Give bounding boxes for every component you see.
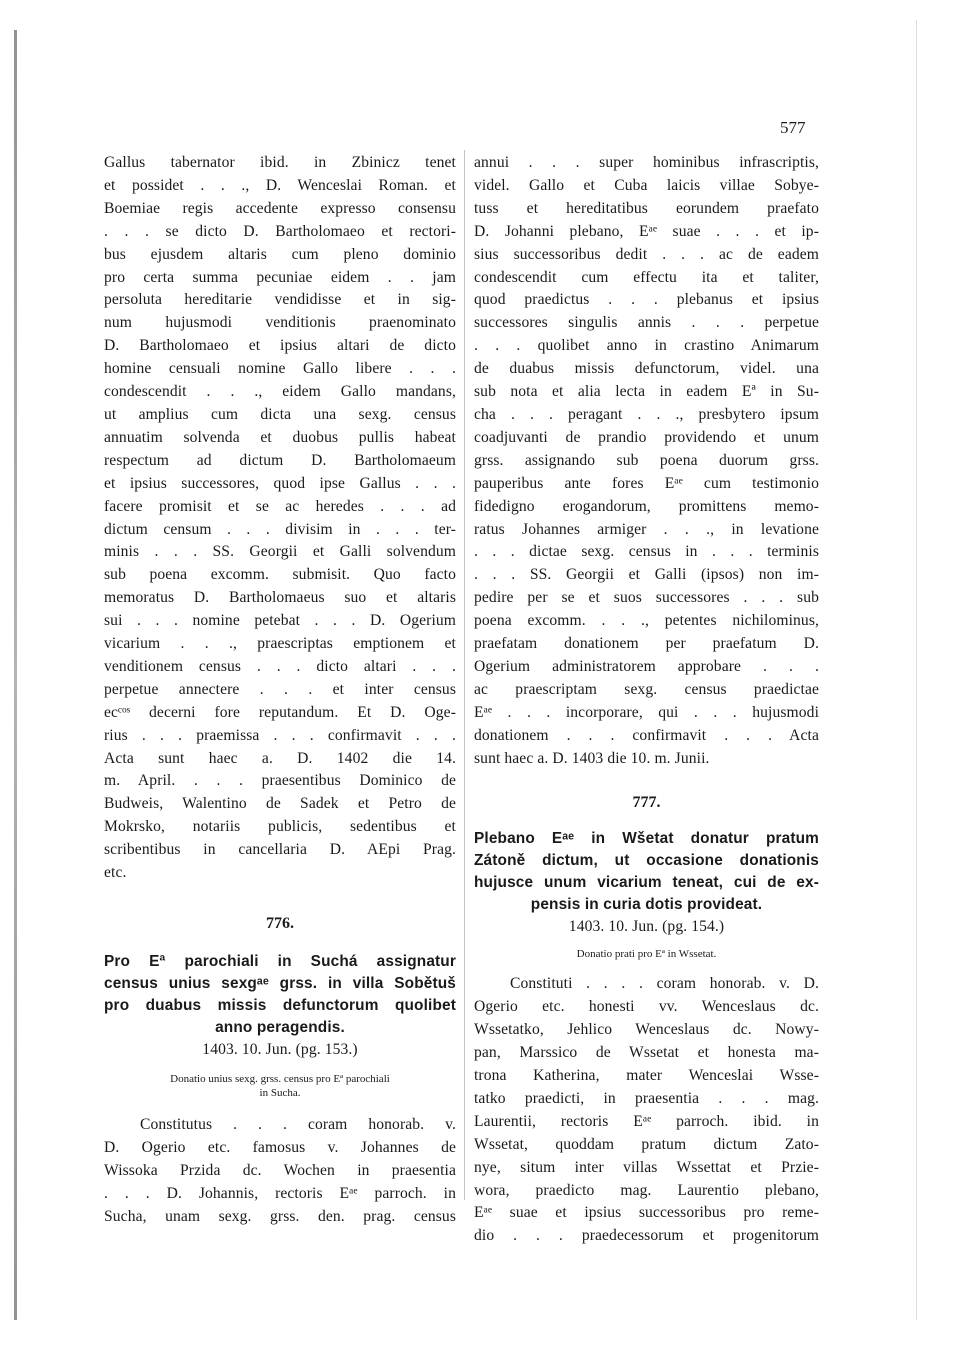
- text-line: . . . quolibet anno in crastino Animarum: [474, 337, 819, 355]
- text-line: ac praescriptam sexg. census praedictae: [474, 680, 819, 698]
- binding-edge: [14, 30, 17, 1320]
- doc-777-body: [474, 973, 819, 1248]
- text-line: sius successoribus dedit . . . ac de eadem: [474, 245, 819, 263]
- right-column: [474, 152, 819, 1248]
- text-line: grss. assignando sub poena duorum grss.: [474, 451, 819, 469]
- text-line: pan, Marssico de Wssetat et honesta ma-: [474, 1044, 819, 1062]
- text-line: . . . dictae sexg. census in . . . terminis: [474, 543, 819, 561]
- text-line: praefatam donationem per praefatum D.: [474, 635, 819, 653]
- text-line: ratus Johannes armiger . . ., in levatione: [474, 520, 819, 538]
- text-line: Laurentii, rectoris Eᵃᵉ parroch. ibid. in: [474, 1112, 819, 1130]
- regest-line: in Sucha.: [259, 1086, 301, 1099]
- text-line: Eᵃᵉ . . . incorporare, qui . . . hujusmodi: [474, 703, 819, 721]
- text-line: Boemiae regis accedente expresso consensu: [104, 199, 456, 217]
- text-line: Wissoka Przida dc. Wochen in praesentia: [104, 1161, 456, 1179]
- text-line: dio . . . praedecessorum et progenitorum: [474, 1227, 819, 1245]
- text-line: sub nota et alia lecta in eadem Eª in Su-: [474, 383, 819, 401]
- text-line: Constituti . . . . coram honorab. v. D.: [510, 975, 819, 993]
- date-line: 1403. 10. Jun. (pg. 154.): [568, 918, 725, 936]
- text-line: annuatim solvenda et duobus pullis habeat: [104, 428, 456, 446]
- heading-line: census unius sexgᵃᵉ grss. in villa Sobětuš: [104, 975, 456, 992]
- text-line: Acta sunt haec a. D. 1402 die 14.: [104, 749, 456, 767]
- text-line: videl. Gallo et Cuba laicis villae Sobye-: [474, 176, 819, 194]
- text-line: wora, praedicto mag. Laurentio plebano,: [474, 1181, 819, 1199]
- heading-line: Zátoně dictum, ut occasione donationis: [474, 852, 819, 870]
- text-line: coadjuvanti de prandio providendo et unum: [474, 428, 819, 446]
- text-line: annui . . . super hominibus infrascriptis,: [474, 154, 819, 171]
- text-line: . . . SS. Georgii et Galli (ipsos) non im-: [474, 566, 819, 584]
- date-line: 1403. 10. Jun. (pg. 153.): [202, 1041, 358, 1058]
- page-number: 577: [780, 118, 806, 137]
- text-line: Sucha, unam sexg. grss. den. prag. census: [104, 1207, 456, 1225]
- heading-line: Pro Eª parochiali in Suchá assignatur: [104, 953, 456, 970]
- text-line: tatko praedicti, in praesentia . . . mag.: [474, 1089, 819, 1107]
- doc-775-continuation: [104, 152, 456, 885]
- doc-776-body: [104, 1114, 456, 1229]
- text-line: . . . D. Johannis, rectoris Eᵃᵉ parroch. in: [104, 1184, 456, 1202]
- text-line: rius . . . praemissa . . . confirmavit . . .: [104, 726, 456, 744]
- text-line: Ogerio etc. honesti vv. Wenceslaus dc.: [474, 998, 819, 1016]
- doc-776-continuation: [474, 152, 819, 770]
- text-line: memoratus D. Bartholomaeus suo et altaris: [104, 589, 456, 607]
- doc-number-777: 777.: [632, 794, 661, 812]
- heading-line: pro duabus missis defunctorum quolibet: [104, 997, 456, 1014]
- text-line: m. April. . . . praesentibus Dominico de: [104, 772, 456, 790]
- text-line: nye, situm inter villas Wssettat et Przie-: [474, 1158, 819, 1176]
- text-line: etc.: [104, 864, 127, 882]
- text-line: D. Johanni plebano, Eᵃᵉ suae . . . et ip-: [474, 222, 819, 240]
- text-line: D. Bartholomaeo et ipsius altari de dicto: [104, 337, 456, 355]
- text-line: et possidet . . ., D. Wenceslai Roman. et: [104, 176, 456, 194]
- text-line: ut amplius cum dicta una sexg. census: [104, 405, 456, 423]
- text-line: Mokrsko, notariis publicis, sedentibus et: [104, 818, 456, 836]
- text-line: donationem . . . confirmavit . . . Acta: [474, 726, 819, 744]
- text-line: cha . . . peragant . . ., presbytero ipsum: [474, 405, 819, 423]
- heading-line: pensis in curia dotis provideat.: [530, 896, 763, 914]
- text-line: perpetue annectere . . . et inter census: [104, 680, 456, 698]
- doc-number-776: 776.: [266, 915, 294, 932]
- text-line: facere promisit et se ac heredes . . . ad: [104, 497, 456, 515]
- text-line: tuss et hereditatibus eorundem praefato: [474, 199, 819, 217]
- text-line: Wssetat, quoddam pratum dictum Zato-: [474, 1135, 819, 1153]
- text-line: quod praedictus . . . plebanus et ipsius: [474, 291, 819, 309]
- text-line: Wssetatko, Jehlico Wenceslaus dc. Nowy-: [474, 1021, 819, 1039]
- text-line: condescendit . . ., eidem Gallo mandans,: [104, 383, 456, 401]
- text-line: persoluta hereditarie vendidisse et in sig-: [104, 291, 456, 309]
- text-line: venditionem census . . . dicto altari . . .: [104, 657, 456, 675]
- text-line: sui . . . nomine petebat . . . D. Ogerium: [104, 612, 456, 630]
- text-line: dictum censum . . . divisim in . . . ter-: [104, 520, 456, 538]
- text-line: Eᵃᵉ suae et ipsius successoribus pro reme-: [474, 1204, 819, 1222]
- regest-line: Donatio unius sexg. grss. census pro Eª parochiali: [170, 1072, 390, 1085]
- heading-line: hujusce unum vicarium teneat, cui de ex-: [474, 874, 819, 892]
- text-line: num hujusmodi venditionis praenominato: [104, 314, 456, 332]
- text-line: de duabus missis defunctorum, videl. una: [474, 360, 819, 378]
- text-line: respectum ad dictum D. Bartholomaeum: [104, 451, 456, 469]
- text-line: poena excomm. . . ., petentes nichilominus,: [474, 612, 819, 630]
- text-line: . . . se dicto D. Bartholomaeo et rectori-: [104, 222, 456, 240]
- text-line: pro certa summa pecuniae eidem . . jam: [104, 268, 456, 286]
- text-line: fidedigno erogandorum, promittens memo-: [474, 497, 819, 515]
- text-line: Gallus tabernator ibid. in Zbinicz tenet: [104, 154, 456, 171]
- text-line: et ipsius successores, quod ipse Gallus . . .: [104, 474, 456, 492]
- text-line: pedire per se et suos successores . . . sub: [474, 589, 819, 607]
- text-line: Budweis, Walentino de Sadek et Petro de: [104, 795, 456, 813]
- text-line: sunt haec a. D. 1403 die 10. m. Junii.: [474, 749, 710, 767]
- doc-776-heading: [104, 951, 456, 1039]
- doc-777-heading: [474, 828, 819, 916]
- text-line: condescendit cum effectu ita et taliter,: [474, 268, 819, 286]
- doc-776-regest: [104, 1072, 456, 1100]
- column-divider: [464, 150, 465, 1200]
- text-line: Constitutus . . . coram honorab. v.: [140, 1115, 456, 1133]
- text-line: scribentibus in cancellaria D. AEpi Prag.: [104, 841, 456, 859]
- text-line: ecᶜᵒˢ decerni fore reputandum. Et D. Oge-: [104, 703, 456, 721]
- heading-line: anno peragendis.: [215, 1019, 345, 1036]
- left-column: [104, 152, 456, 1228]
- regest-line: Donatio prati pro Eª in Wssetat.: [576, 948, 717, 961]
- text-line: vicarium . . ., praescriptas emptionem et: [104, 635, 456, 653]
- text-line: Ogerium administratorem approbare . . .: [474, 657, 819, 675]
- heading-line: Plebano Eᵃᵉ in Wšetat donatur pratum: [474, 830, 819, 848]
- text-line: D. Ogerio etc. famosus v. Johannes de: [104, 1138, 456, 1156]
- text-line: bus ejusdem altaris cum pleno dominio: [104, 245, 456, 263]
- page-right-edge: [916, 20, 917, 1320]
- text-line: pauperibus ante fores Eᵃᵉ cum testimonio: [474, 474, 819, 492]
- text-line: successores singulis annis . . . perpetue: [474, 314, 819, 332]
- text-line: minis . . . SS. Georgii et Galli solvendum: [104, 543, 456, 561]
- text-line: sub poena excomm. submisit. Quo facto: [104, 566, 456, 584]
- text-line: trona Katherina, mater Wenceslai Wsse-: [474, 1067, 819, 1084]
- text-line: homine censuali nomine Gallo libere . . .: [104, 360, 456, 378]
